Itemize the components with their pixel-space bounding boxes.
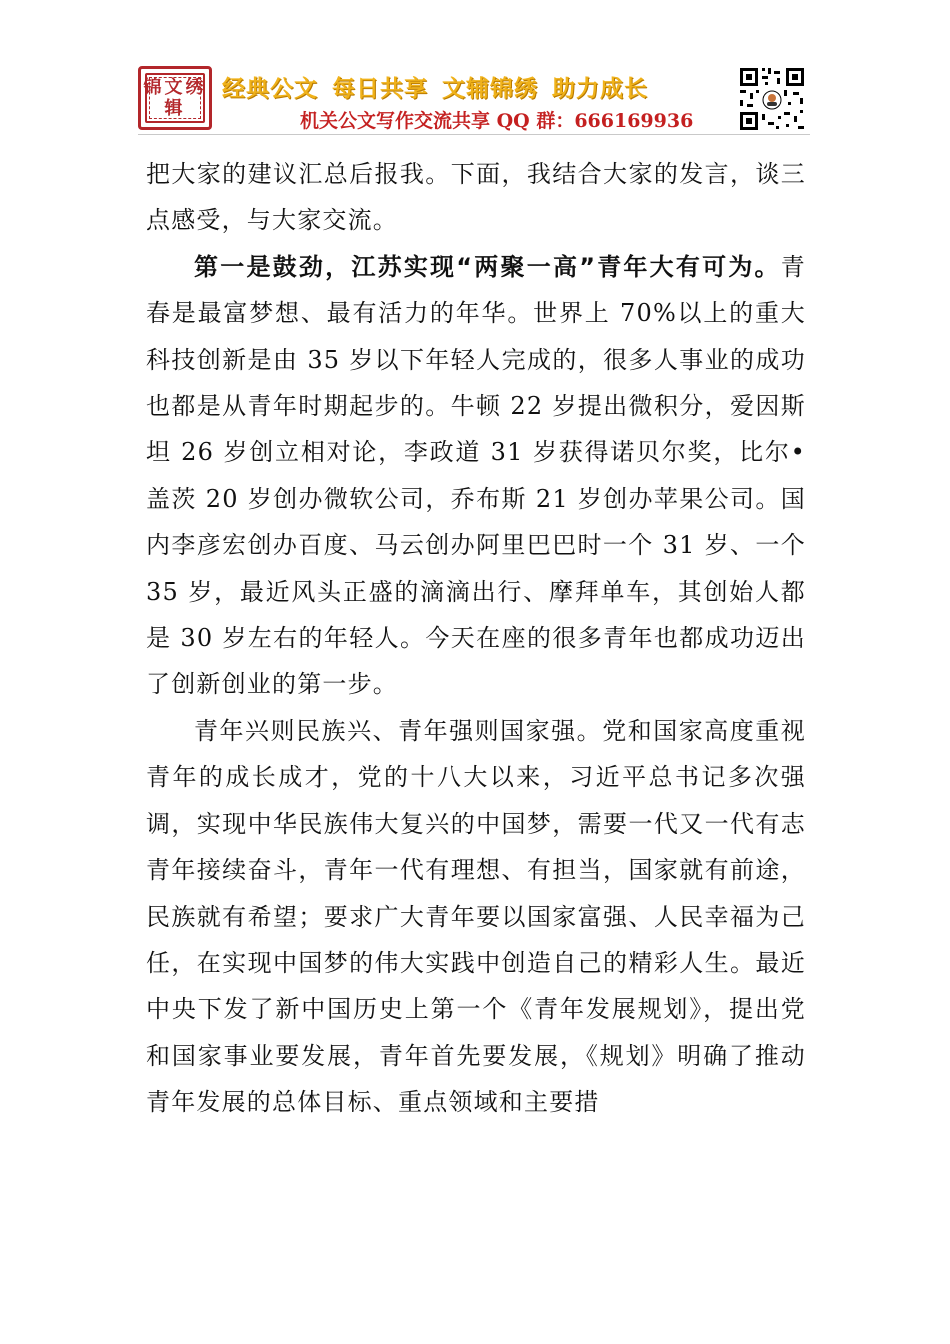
qr-code-icon <box>738 66 806 132</box>
paragraph-2: 青年兴则民族兴、青年强则国家强。党和国家高度重视青年的成长成才，党的十八大以来，习近平总书记多次强调，实现中华民族伟大复兴的中国梦，需要一代又一代有志青年接续奋斗，青年一代有理想、有担当，国家就有前途，民族就有希望；要求广大青年要以国家富强、人民幸福为己任，在实现中国梦的伟大实践中创造自己的精彩人生。最近中央下发了新中国历史上第一个《青年发展规划》，提出党和国家事业要发展，青年首先要发展，《规划》明确了推动青年发展的总体目标、重点领域和主要措 <box>146 716 806 1117</box>
document-header <box>0 0 950 140</box>
seal-logo <box>138 66 212 130</box>
paragraph-1 <box>146 244 806 708</box>
qq-group-line: 机关公文写作交流共享 QQ 群：666169936 <box>300 110 694 132</box>
header-divider <box>138 134 810 135</box>
slogan-4: 助力成长 <box>552 76 648 102</box>
slogan-1: 经典公文 <box>222 76 318 102</box>
slogan-3: 文辅锦绣 <box>442 76 538 102</box>
document-body <box>146 151 806 1126</box>
slogan-2: 每日共享 <box>332 76 428 102</box>
slogan-banner <box>222 70 732 103</box>
seal-text: 锦文绣辑 <box>143 77 207 119</box>
section-heading-1: 第一是鼓劲，江苏实现“两聚一高”青年大有可为。 <box>194 252 781 281</box>
paragraph-1-text: 青春是最富梦想、最有活力的年华。世界上 70%以上的重大科技创新是由 35 岁以下年轻人完成的，很多人事业的成功也都是从青年时期起步的。牛顿 22 岁提出微积分，爱因斯坦 26 岁创立相对论，李政道 31 岁获得诺贝尔奖，比尔•盖茨 20 岁创办微软公司，乔布斯 21 岁创办苹果公司。国内李彦宏创办百度、马云创办阿里巴巴时一个 31 岁、一个 35 岁，最近风头正盛的滴滴出行、摩拜单车，其创始人都是 30 岁左右的年轻人。今天在座的很多青年也都成功迈出了创新创业的第一步。 <box>146 252 806 699</box>
paragraph-continued: 把大家的建议汇总后报我。下面，我结合大家的发言，谈三点感受，与大家交流。 <box>146 160 806 235</box>
